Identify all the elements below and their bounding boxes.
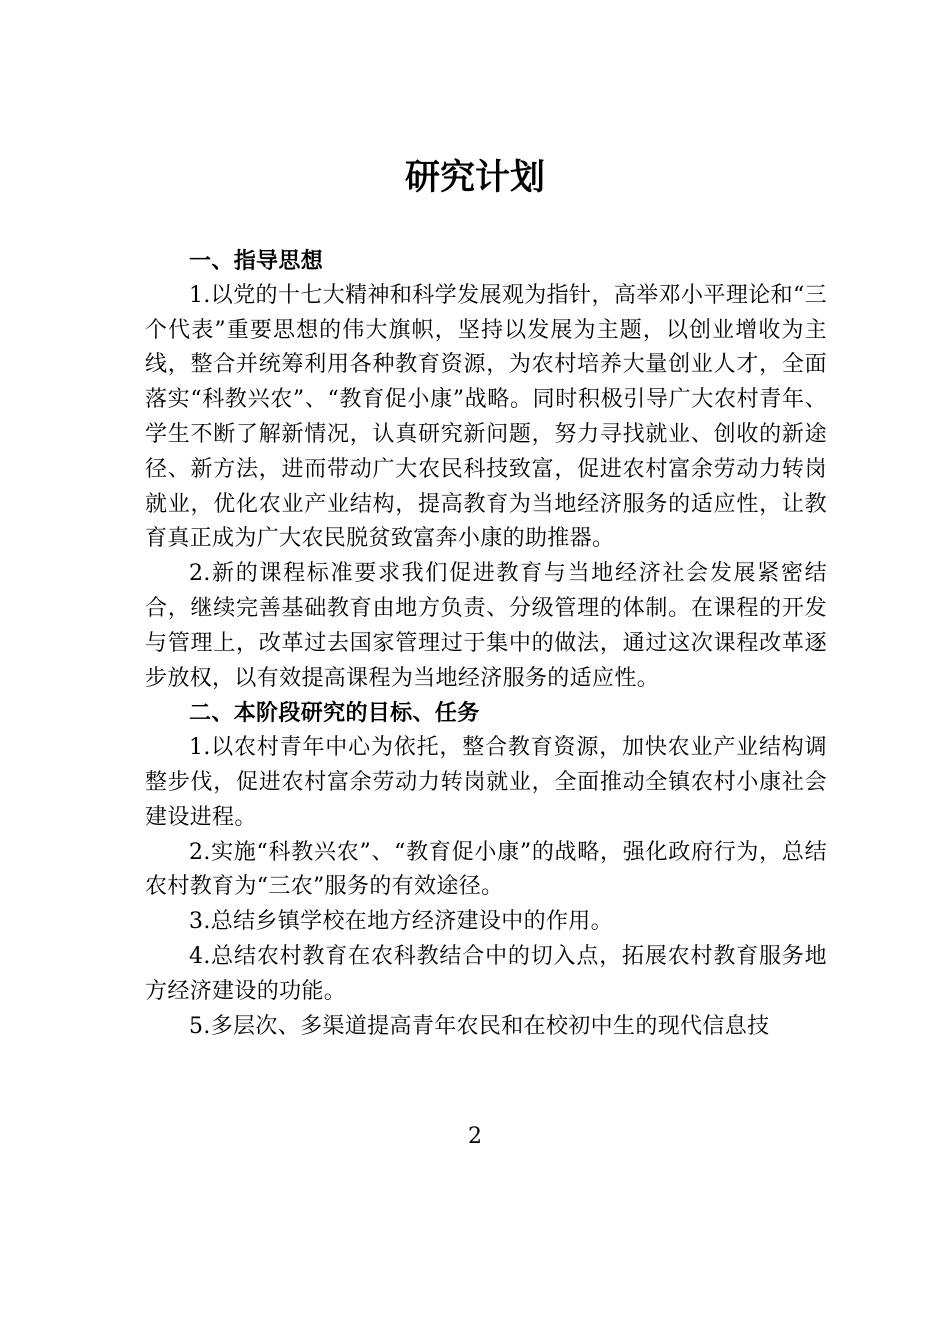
section-heading-guiding-ideology: 一、指导思想: [189, 248, 324, 274]
paragraph: 3.总结乡镇学校在地方经济建设中的作用。: [189, 909, 613, 935]
paragraph: 1.以党的十七大精神和科学发展观为指针，高举邓小平理论和“三个代表”重要思想的伟大旗帜，坚持以发展为主题，以创业增收为主线，整合并统筹利用各种教育资源，为农村培养大量创业人才，全面落实“科教兴农”、“教育促小康”战略。同时积极引导广大农村青年、学生不断了解新情况，认真研究新问题，努力寻找就业、创收的新途径、新方法，进而带动广大农民科技致富，促进农村富余劳动力转岗就业，优化农业产业结构，提高教育为当地经济服务的适应性，让教育真正成为广大农民脱贫致富奔小康的助推器。: [145, 282, 827, 552]
paragraph: 2.新的课程标准要求我们促进教育与当地经济社会发展紧密结合，继续完善基础教育由地方负责、分级管理的体制。在课程的开发与管理上，改革过去国家管理过于集中的做法，通过这次课程改革逐步放权，以有效提高课程为当地经济服务的适应性。: [145, 561, 827, 691]
page-number: 2: [468, 1124, 482, 1149]
paragraph: 1.以农村青年中心为依托，整合教育资源，加快农业产业结构调整步伐，促进农村富余劳动力转岗就业，全面推动全镇农村小康社会建设进程。: [145, 735, 827, 830]
page-title: 研究计划: [404, 157, 545, 198]
paragraph: 4.总结农村教育在农科教结合中的切入点，拓展农村教育服务地方经济建设的功能。: [145, 943, 827, 1004]
paragraph: 5.多层次、多渠道提高青年农民和在校初中生的现代信息技: [189, 1013, 770, 1039]
section-heading-goals-tasks: 二、本阶段研究的目标、任务: [189, 700, 480, 727]
document-body: [145, 244, 827, 1044]
paragraph: 2.实施“科教兴农”、“教育促小康”的战略，强化政府行为，总结农村教育为“三农”服务的有效途径。: [145, 839, 827, 900]
